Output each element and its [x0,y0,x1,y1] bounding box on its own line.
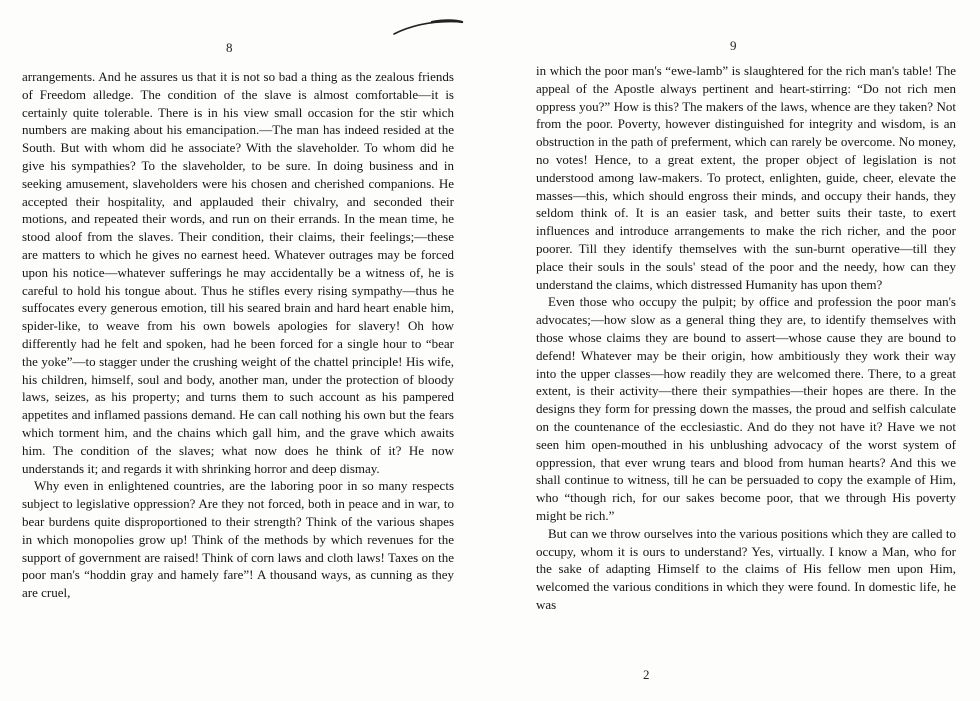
right-page [490,0,980,701]
right-page-text [536,62,956,614]
left-page [0,0,480,701]
left-paragraph-2: Why even in enlightened countries, are the laboring poor in so many respects subject to legislative oppression? Are they not forced, both in peace and in war, to bear burdens quite disproportioned to their strength? Think of the various shapes in which monopolies grow up! Think of the methods by which revenues for the support of government are raised! Think of corn laws and cloth laws! Taxes on the poor man's “hoddin gray and hamely fare”! A thousand ways, as cunning as they are cruel, [22,478,454,601]
left-paragraph-1: arrangements. And he assures us that it is not so bad a thing as the zealous friends of Freedom alledge. The condition of the slave is almost comfortable—it is certainly quite tolerable. There is in his view small occasion for the stir which numbers are making about his emancipation.—The man has indeed resided at the South. But with whom did he associate? With the slaveholder. To whom did he give his sympathies? To the slaveholder, to be sure. In doing business and in seeking amusement, slaveholders were his chosen and cherished companions. He accepted their hospitality, and applauded their chivalry, and seconded their motions, and repeated their words, and run on their errands. In the mean time, he stood aloof from the slaves. Their condition, their claims, their feelings;—these are matters to which he gives no earnest heed. Whatever outrages may be forced upon his notice—whatever sufferings he may accidentally be a witness of, he is careful to hold his tongue about. Thus he stifles every rising sympathy—thus he suffocates every generous emotion, till his seared brain and hard heart enable him, spider-like, to weave from his own bowels apologies for slavery! Oh how differently had he felt and spoken, had he been forced for a single hour to “bear the yoke”—to stagger under the crushing weight of the chattel principle! His wife, his children, himself, soul and body, another man, under the protection of bloody laws, seizes, as his property; and turns them to such account as his pampered appetites and inflamed passions demand. He can call nothing his own but the fears which torment him, and the chains which gall him, and the grave which awaits him. The condition of the slaves; what now does he think of it? He now understands it; and regards it with shrinking horror and deep dismay. [22,69,454,476]
left-page-number: 8 [226,40,233,55]
right-paragraph-1: in which the poor man's “ewe-lamb” is slaughtered for the rich man's table! The appeal of the Apostle always pertinent and heart-stirring: “Do not rich men oppress you?” How is this? The makers of the laws, whence are they taken? Not from the poor. Poverty, however distinguished for integrity and wisdom, is an obstruction in the path of preferment, which can rarely be overcome. No money, no votes! Hence, to a great extent, the proper object of legislation is not understood among law-makers. To protect, enlighten, guide, cheer, elevate the masses—this, which should engross their minds, and occupy their hands, they seldom think of. It is an easier task, and better suits their taste, to exert influences and introduce arrangements to make the rich richer, and the poor poorer. Till they identify themselves with the sun-burnt operative—till they place their souls in the souls' stead of the poor and the needy, how can they understand the claims, which distressed Humanity has upon them? [536,63,956,292]
right-page-number: 9 [730,38,737,53]
right-paragraph-2: Even those who occupy the pulpit; by office and profession the poor man's advocates;—how slow as a general thing they are, to identify themselves with those whose claims they are bound to assert—whose cause they are bound to defend! Whatever may be their origin, how ambitiously they work their way into the upper classes—how readily they are welcomed there. There, to a great extent, is their activity—there their sympathies—their hopes are there. In the designs they form for pressing down the masses, the proud and selfish calculate on the countenance of the ecclesiastic. And do they not have it? Have we not seen him open-mouthed in his unblushing advocacy of the worst system of oppression, that ever wrung tears and blood from human hearts? And this we shall continue to witness, till he can be persuaded to copy the example of Him, who “though rich, for our sakes become poor, that we through His poverty might be rich.” [536,294,956,523]
right-paragraph-3: But can we throw ourselves into the various positions which they are called to occupy, whom it is ours to understand? Yes, virtually. I know a Man, who for the sake of adapting Himself to the claims of His fellow men upon Him, welcomed the various conditions in which they were found. In domestic life, he was [536,525,956,612]
signature-mark: 2 [643,667,650,682]
left-page-text [22,68,454,602]
